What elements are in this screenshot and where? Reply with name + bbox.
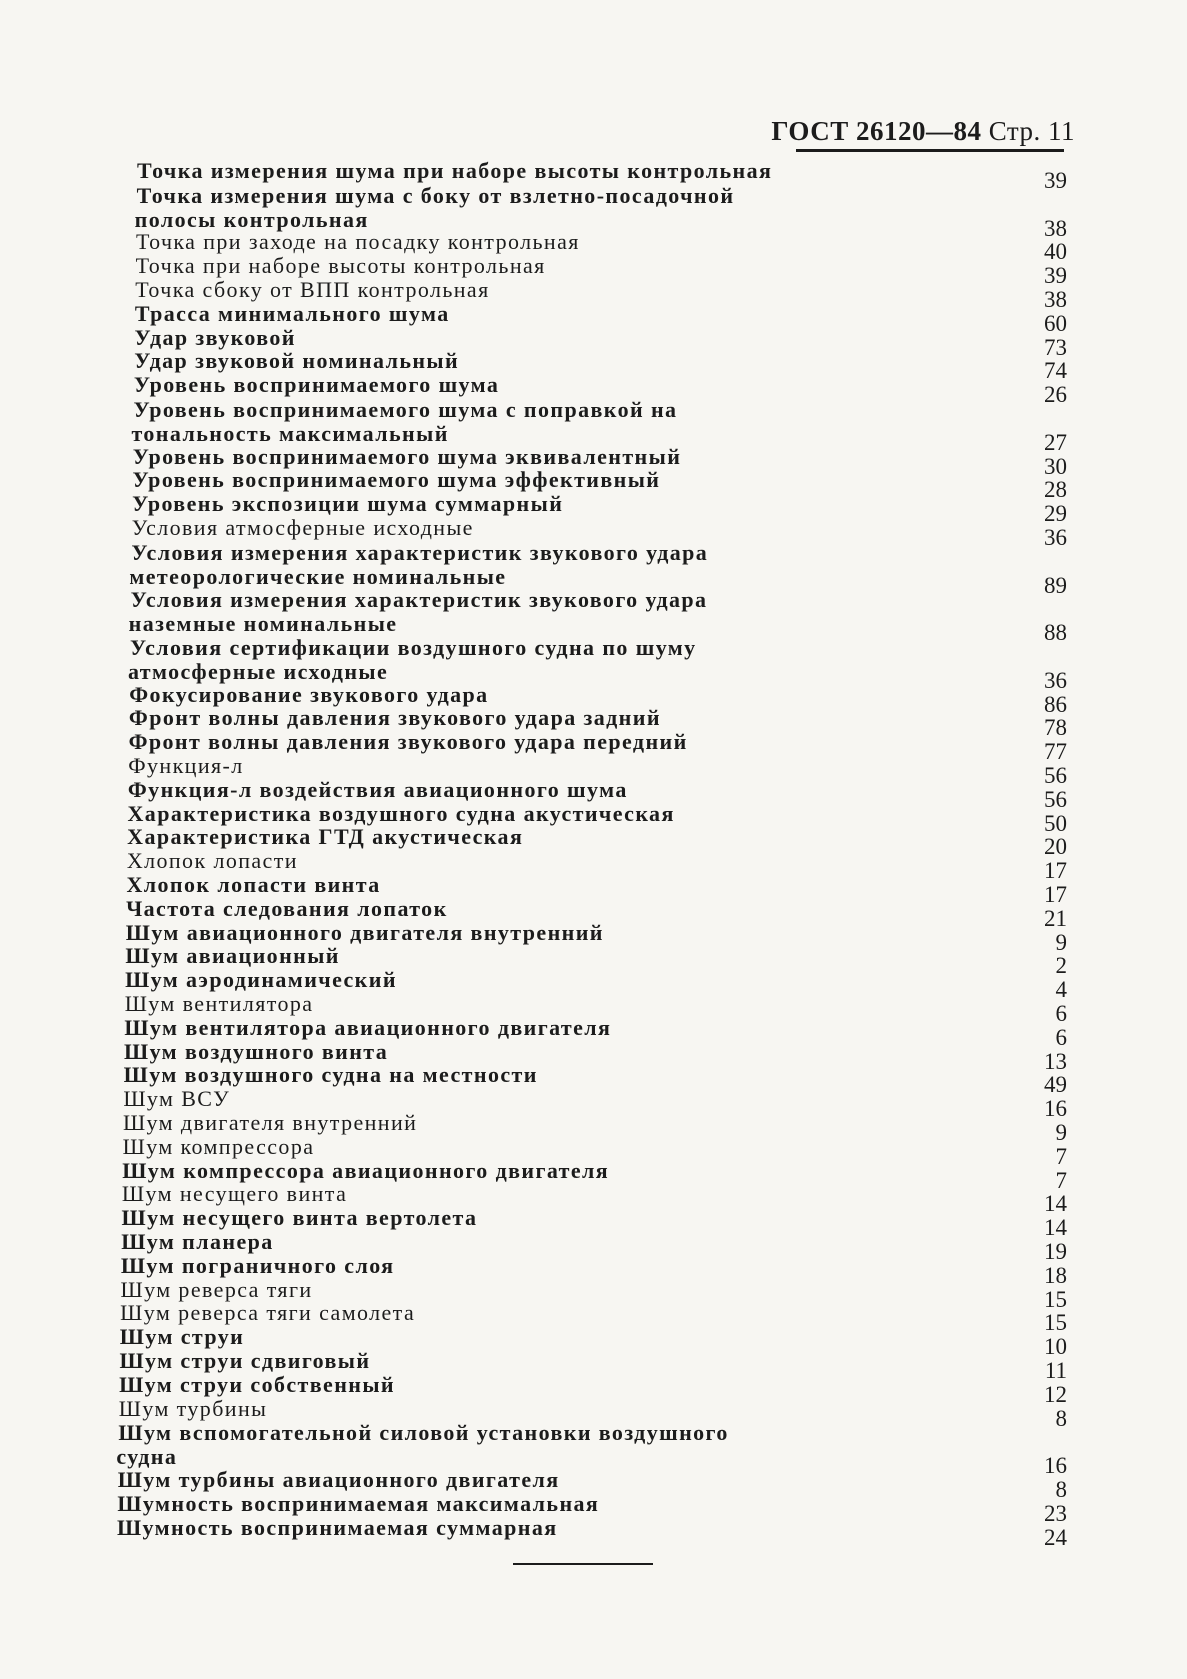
term-text: Удар звуковой номинальный <box>134 348 460 374</box>
page-ref: 10 <box>1044 1334 1067 1360</box>
term-text: Шум струи сдвиговый <box>119 1348 371 1373</box>
index-term <box>119 1371 395 1397</box>
term-text: Шум несущего винта <box>121 1181 348 1207</box>
index-term <box>120 1276 313 1302</box>
page-ref: 8 <box>1055 1405 1067 1431</box>
page-ref: 17 <box>1044 882 1067 907</box>
index-term <box>132 469 660 491</box>
term-text: Шум несущего винта вертолета <box>121 1205 478 1231</box>
term-text: Шум струи <box>119 1324 245 1350</box>
page-ref: 18 <box>1044 1262 1067 1288</box>
index-term <box>117 1514 558 1540</box>
page-ref: 49 <box>1044 1072 1067 1098</box>
page-ref: 26 <box>1044 382 1067 408</box>
term-text: Шум ВСУ <box>123 1086 231 1112</box>
page-ref: 29 <box>1044 501 1067 527</box>
term-text: Шум авиационного двигателя внутренний <box>125 919 604 945</box>
term-text: Шум компрессора авиационного двигателя <box>122 1157 610 1183</box>
term-text: Удар звуковой <box>134 324 296 350</box>
index-term <box>122 1157 610 1183</box>
term-text: Хлопок лопасти винта <box>126 872 381 897</box>
index-term <box>123 1112 417 1134</box>
page-ref: 30 <box>1044 453 1067 479</box>
page-ref: 38 <box>1044 287 1067 312</box>
index-term <box>126 895 448 921</box>
page-ref: 40 <box>1044 239 1067 265</box>
index-term <box>118 1421 728 1469</box>
page-ref: 16 <box>1044 1453 1067 1479</box>
index-term <box>127 800 675 826</box>
index-term <box>121 1231 273 1253</box>
page-ref: 20 <box>1044 834 1067 860</box>
page-ref: 23 <box>1044 1500 1067 1526</box>
index-term <box>128 755 243 777</box>
page-ref: 36 <box>1044 525 1067 550</box>
page-ref: 15 <box>1044 1286 1067 1312</box>
term-text: Уровень воспринимаемого шума эффективный <box>132 467 661 493</box>
term-text: Условия сертификации воздушного судна по шуму <box>129 635 697 660</box>
term-text: Шум турбины <box>118 1395 268 1421</box>
term-text: Шум двигателя внутренний <box>122 1110 418 1135</box>
term-text-continuation: наземные номинальные <box>128 611 398 637</box>
term-text: Точка при наборе высоты контрольная <box>135 253 546 279</box>
index-term <box>124 1038 389 1064</box>
index-term <box>118 1469 560 1491</box>
index-term <box>125 969 397 991</box>
term-text: Шумность воспринимаемая суммарная <box>117 1514 558 1540</box>
term-text: Фокусирование звукового удара <box>129 681 489 707</box>
term-text-continuation: судна <box>116 1444 178 1470</box>
index-term <box>133 398 677 446</box>
index-term <box>125 993 314 1015</box>
page-ref: 39 <box>1044 168 1067 193</box>
index-term <box>134 300 450 326</box>
term-text: Частота следования лопаток <box>126 895 448 921</box>
index-term <box>126 874 380 896</box>
page-ref: 9 <box>1055 929 1067 955</box>
page-ref: 7 <box>1055 1143 1067 1169</box>
page-number: Стр. 11 <box>988 116 1075 146</box>
term-text: Шум авиационный <box>125 943 340 969</box>
term-text: Уровень воспринимаемого шума <box>133 372 500 398</box>
term-text: Шум вспомогательной силовой установки воздушного <box>118 1420 729 1446</box>
index-term <box>118 1395 268 1421</box>
term-text: Шум воздушного судна на местности <box>123 1062 538 1088</box>
index-term <box>129 681 489 707</box>
term-text: Точка измерения шума при наборе высоты контрольная <box>137 158 773 183</box>
term-text-continuation: атмосферные исходные <box>127 658 389 684</box>
term-text: Функция-л <box>128 753 244 778</box>
page-ref: 13 <box>1044 1048 1067 1074</box>
term-text: Уровень воспринимаемого шума эквивалентный <box>132 443 682 469</box>
term-text: Уровень экспозиции шума суммарный <box>132 491 564 517</box>
page-ref: 14 <box>1044 1215 1067 1241</box>
document-designation: ГОСТ 26120—84 <box>771 116 982 146</box>
term-text: Шум пограничного слоя <box>120 1252 395 1278</box>
page-ref: 39 <box>1044 263 1067 289</box>
term-text: Условия измерения характеристик звукового удара <box>130 587 708 613</box>
index-term <box>127 850 298 872</box>
index-term <box>136 255 546 277</box>
page-ref: 11 <box>1044 1358 1067 1383</box>
index-term <box>127 635 697 684</box>
term-text: Шум вентилятора авиационного двигателя <box>124 1014 612 1040</box>
index-term <box>136 231 580 253</box>
index-term <box>120 1326 244 1348</box>
term-text: Шум компрессора <box>122 1133 315 1159</box>
term-text-continuation: тональность максимальный <box>131 420 449 446</box>
term-text: Шумность воспринимаемая максимальная <box>117 1490 600 1516</box>
term-text: Шум аэродинамический <box>125 967 397 993</box>
page-ref: 4 <box>1055 977 1067 1003</box>
index-term <box>122 1183 347 1205</box>
term-text: Условия атмосферные исходные <box>131 515 474 540</box>
page-ref: 9 <box>1055 1120 1067 1145</box>
term-text: Условия измерения характеристик звукового удара <box>131 539 709 565</box>
end-rule <box>513 1563 653 1565</box>
page-ref: 56 <box>1044 763 1067 788</box>
page-ref: 89 <box>1044 572 1067 598</box>
page-ref: 7 <box>1055 1167 1067 1193</box>
term-text-continuation: полосы контрольная <box>134 206 369 232</box>
page-ref: 73 <box>1044 334 1067 360</box>
term-text: Шум струи собственный <box>119 1371 395 1397</box>
term-text: Шум вентилятора <box>124 991 314 1016</box>
term-text: Характеристика воздушного судна акустическая <box>127 800 675 826</box>
index-term <box>135 279 489 301</box>
index-term <box>120 1302 415 1324</box>
index-term <box>125 945 339 967</box>
index-term <box>129 707 661 729</box>
index-term <box>134 350 459 372</box>
term-text: Шум воздушного винта <box>124 1038 389 1064</box>
page-ref: 24 <box>1044 1524 1067 1550</box>
index-term <box>132 517 474 539</box>
page-ref: 28 <box>1044 477 1067 503</box>
index-term <box>124 1014 612 1040</box>
index-term <box>122 1207 478 1229</box>
index-term <box>129 731 688 753</box>
page-ref: 38 <box>1044 215 1067 241</box>
page-ref: 12 <box>1044 1381 1067 1407</box>
page-ref: 88 <box>1044 620 1067 646</box>
term-text: Фронт волны давления звукового удара передний <box>128 729 688 755</box>
page-ref: 6 <box>1055 1001 1067 1026</box>
page-ref: 74 <box>1044 358 1067 384</box>
page-ref: 6 <box>1055 1024 1067 1050</box>
index-term <box>117 1490 600 1516</box>
index-term <box>127 826 523 848</box>
index-term <box>134 374 499 396</box>
term-text: Трасса минимального шума <box>134 300 450 326</box>
index-term <box>134 182 735 232</box>
term-text: Точка измерения шума с боку от взлетно-посадочной <box>136 182 735 208</box>
index-term <box>132 493 563 515</box>
index-term <box>123 1088 230 1110</box>
page-ref: 27 <box>1044 429 1067 455</box>
page-ref: 8 <box>1055 1477 1067 1502</box>
page-ref: 17 <box>1044 858 1067 884</box>
index-term <box>128 587 708 637</box>
page-ref: 60 <box>1044 310 1067 336</box>
term-text: Функция-л воздействия авиационного шума <box>127 776 628 802</box>
page-ref: 50 <box>1044 810 1067 836</box>
index-term <box>119 1350 370 1372</box>
page-ref: 14 <box>1044 1191 1067 1217</box>
term-text: Фронт волны давления звукового удара задний <box>128 705 661 731</box>
index-term <box>120 1252 395 1278</box>
index-term <box>125 919 604 945</box>
term-text: Шум реверса тяги самолета <box>120 1300 416 1326</box>
page-ref: 19 <box>1044 1239 1067 1264</box>
term-text: Точка сбоку от ВПП контрольная <box>135 277 490 302</box>
page-ref: 36 <box>1044 667 1067 693</box>
index-term <box>132 443 682 469</box>
index-term <box>137 160 772 182</box>
term-text-continuation: метеорологические номинальные <box>129 563 507 589</box>
page-ref: 2 <box>1055 953 1067 979</box>
index-term <box>122 1133 315 1159</box>
term-text: Шум планера <box>121 1229 274 1254</box>
page-ref: 16 <box>1044 1096 1067 1122</box>
index-term <box>131 541 708 589</box>
page-ref: 78 <box>1044 715 1067 741</box>
index-term <box>127 776 628 802</box>
page-ref: 77 <box>1044 739 1067 765</box>
term-text: Хлопок лопасти <box>126 848 298 874</box>
term-text: Характеристика ГТД акустическая <box>127 824 524 850</box>
term-text: Шум реверса тяги <box>120 1276 313 1302</box>
term-text: Точка при заходе на посадку контрольная <box>135 229 580 255</box>
page-ref: 21 <box>1044 905 1067 931</box>
page-ref: 56 <box>1044 786 1067 812</box>
term-text: Шум турбины авиационного двигателя <box>117 1467 560 1492</box>
page-ref: 15 <box>1044 1310 1067 1336</box>
term-text: Уровень воспринимаемого шума с поправкой на <box>133 397 678 422</box>
index-term <box>124 1064 538 1086</box>
index-term <box>134 324 296 350</box>
page-ref: 86 <box>1044 691 1067 717</box>
